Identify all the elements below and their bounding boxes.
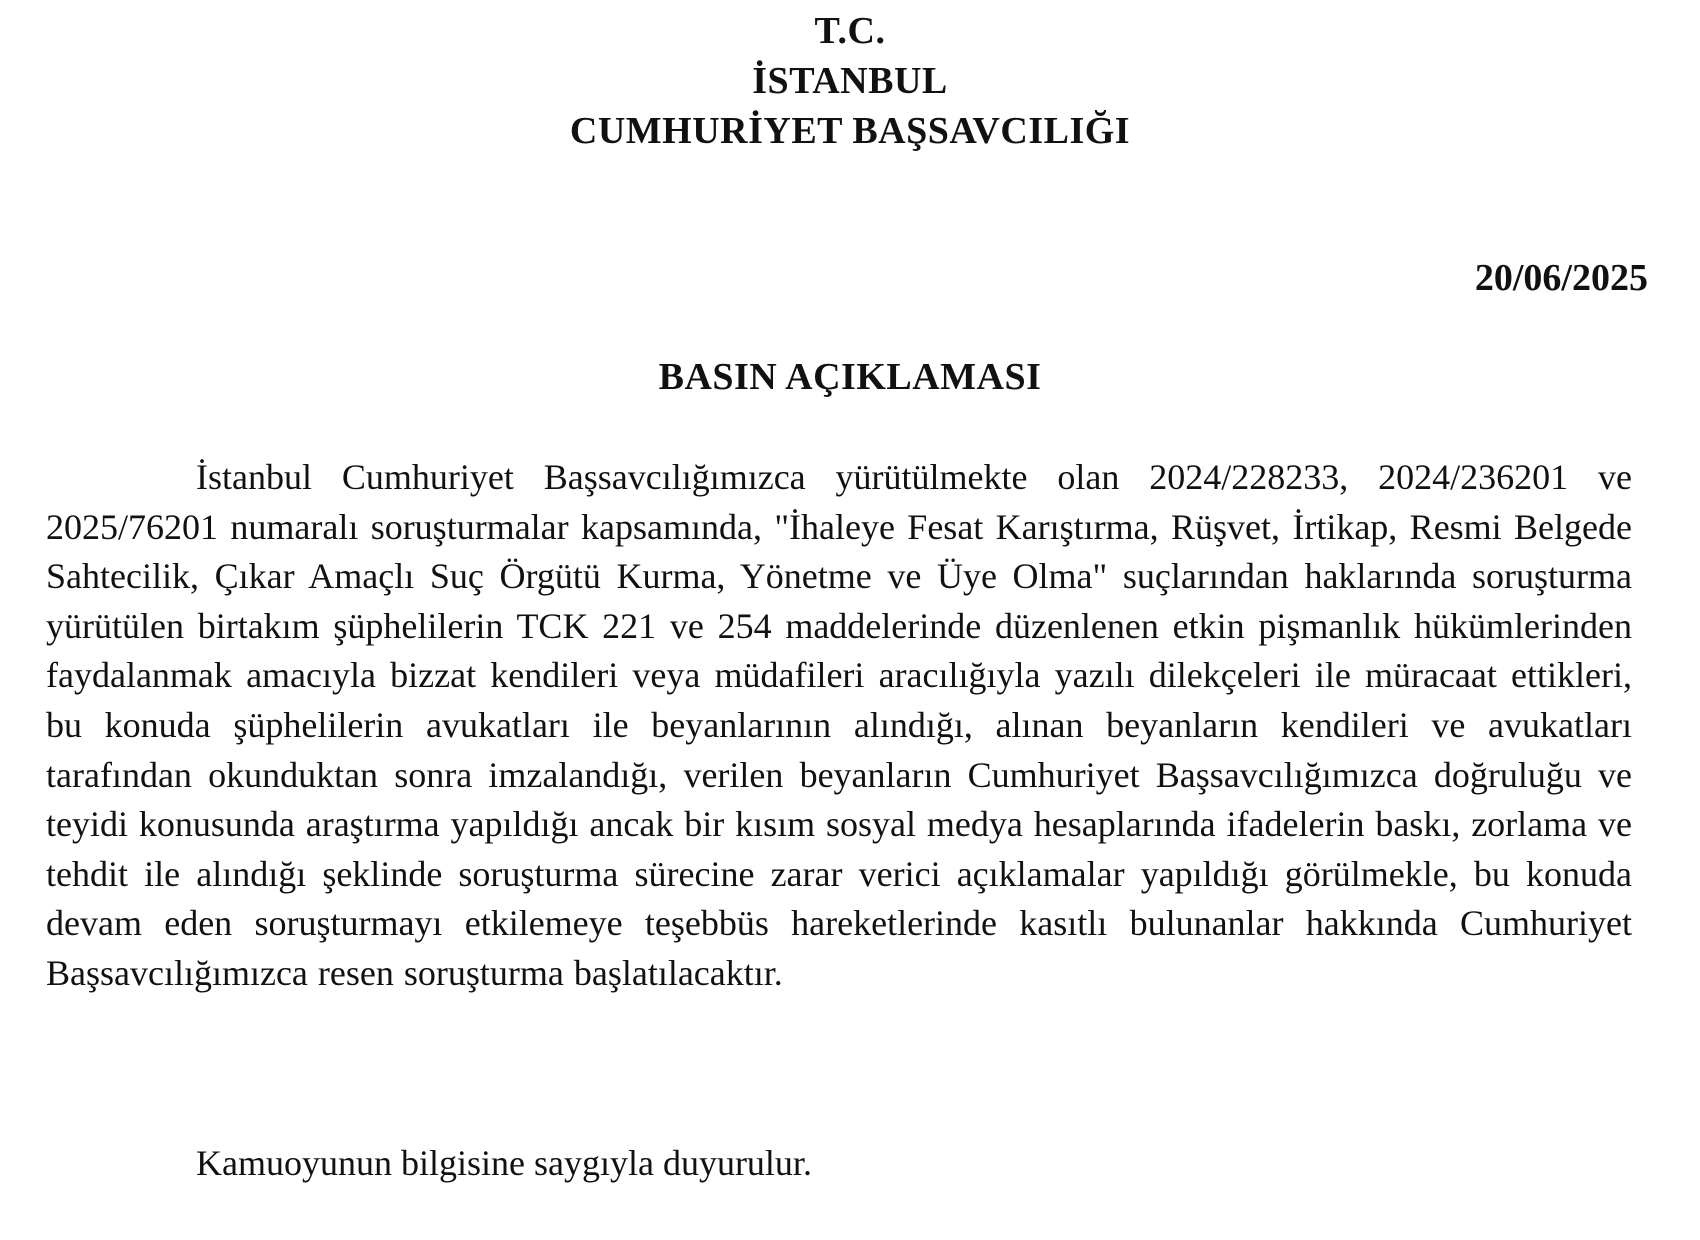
document-title: BASIN AÇIKLAMASI: [658, 356, 1042, 398]
header-line-tc: T.C.: [814, 10, 886, 52]
closing-line: Kamuoyunun bilgisine saygıyla duyurulur.: [196, 1143, 812, 1183]
body-paragraph: İstanbul Cumhuriyet Başsavcılığımızca yürütülmekte olan 2024/228233, 2024/236201 ve 2025/76201 numaralı soruşturmalar kapsamında, "İhaleye Fesat Karıştırma, Rüşvet, İrtikap, Resmi Belgede Sahtecilik, Çıkar Amaçlı Suç Örgütü Kurma, Yönetme ve Üye Olma" suçlarından haklarında soruşturma yürütülen birtakım şüphelilerin TCK 221 ve 254 maddelerinde düzenlenen etkin pişmanlık hükümlerinden faydalanmak amacıyla bizzat kendileri veya müdafileri aracılığıyla yazılı dilekçeleri ile müracaat ettikleri, bu konuda şüphelilerin avukatları ile beyanlarının alındığı, alınan beyanların kendileri ve avukatları tarafından okunduktan sonra imzalandığı, verilen beyanların Cumhuriyet Başsavcılığımızca doğruluğu ve teyidi konusunda araştırma yapıldığı ancak bir kısım sosyal medya hesaplarında ifadelerin baskı, zorlama ve tehdit ile alındığı şeklinde soruşturma sürecine zarar verici açıklamalar yapıldığı görülmekle, bu konuda devam eden soruşturmayı etkilemeye teşebbüs hareketlerinde kasıtlı bulunanlar hakkında Cumhuriyet Başsavcılığımızca resen soruşturma başlatılacaktır.: [46, 457, 1632, 993]
document-header: [0, 6, 1700, 156]
header-line-city: İSTANBUL: [752, 60, 948, 102]
header-line-institution: CUMHURİYET BAŞSAVCILIĞI: [569, 110, 1131, 152]
document-date: 20/06/2025: [1474, 257, 1648, 299]
